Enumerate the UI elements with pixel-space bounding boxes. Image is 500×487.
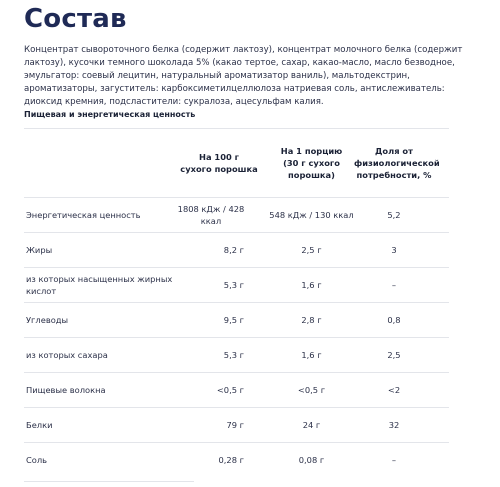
page-title: Состав [24, 4, 127, 34]
table-header-row [24, 128, 449, 197]
table-row [24, 372, 449, 407]
table-row [24, 232, 449, 267]
row-value-100g: 0,28 г [218, 455, 244, 465]
row-label: Энергетическая ценность [26, 210, 141, 220]
row-value-share: 5,2 [387, 210, 401, 220]
row-value-share: – [391, 455, 397, 465]
table-row [24, 337, 449, 372]
nutrition-title: Пищевая и энергетическая ценность [24, 110, 196, 119]
row-value-portion: 0,08 г [298, 455, 325, 465]
footer-divider [24, 481, 194, 482]
table-row [24, 267, 449, 302]
row-label: Пищевые волокна [26, 385, 106, 395]
row-value-100g: 5,3 г [223, 280, 244, 290]
header-per-100g: На 100 г сухого порошка [180, 152, 258, 174]
table-row [24, 442, 449, 477]
row-value-100g: 8,2 г [223, 245, 244, 255]
row-value-portion: <0,5 г [297, 385, 326, 395]
row-label: из которых насыщенных жирных кислот [26, 274, 173, 296]
row-value-share: 32 [388, 420, 400, 430]
row-value-share: 3 [391, 245, 397, 255]
table-row [24, 407, 449, 442]
row-value-share: – [391, 280, 397, 290]
row-value-share: 0,8 [387, 315, 401, 325]
header-daily-share: Доля от физиологической потребности, % [354, 146, 440, 180]
row-value-share: 2,5 [387, 350, 401, 360]
row-label: Жиры [26, 245, 53, 255]
row-value-portion: 548 кДж / 130 ккал [269, 210, 354, 220]
row-value-100g: 1808 кДж / 428 ккал [177, 204, 245, 226]
row-label: Соль [26, 455, 48, 465]
row-value-100g: <0,5 г [216, 385, 244, 395]
row-value-100g: 79 г [226, 420, 244, 430]
row-label: Углеводы [26, 315, 69, 325]
table-row [24, 302, 449, 337]
ingredients-text: Концентрат сывороточного белка (содержит лактозу), концентрат молочного белка (содержит лактозу), кусочки темного шоколада 5% (какао тертое, сахар, какао-масло, масло безводное, эмульгатор: соевый лецитин, натуральный ароматизатор ваниль), мальтодекстрин, ароматизаторы, загуститель: карбоксиметилцеллюлоза натриевая соль, антислеживатель: диоксид кремния, подсластители: сукралоза, ацесульфам калия. [24, 45, 463, 107]
row-value-portion: 24 г [302, 420, 321, 430]
row-value-portion: 2,8 г [301, 315, 322, 325]
row-value-portion: 1,6 г [301, 350, 322, 360]
row-value-100g: 9,5 г [223, 315, 244, 325]
row-label: из которых сахара [26, 350, 108, 360]
row-value-share: <2 [387, 385, 401, 395]
nutrition-table [24, 128, 449, 477]
row-value-portion: 2,5 г [301, 245, 322, 255]
table-row [24, 197, 449, 232]
row-label: Белки [26, 420, 53, 430]
row-value-100g: 5,3 г [223, 350, 244, 360]
row-value-portion: 1,6 г [301, 280, 322, 290]
header-per-portion: На 1 порцию (30 г сухого порошка) [280, 146, 343, 180]
